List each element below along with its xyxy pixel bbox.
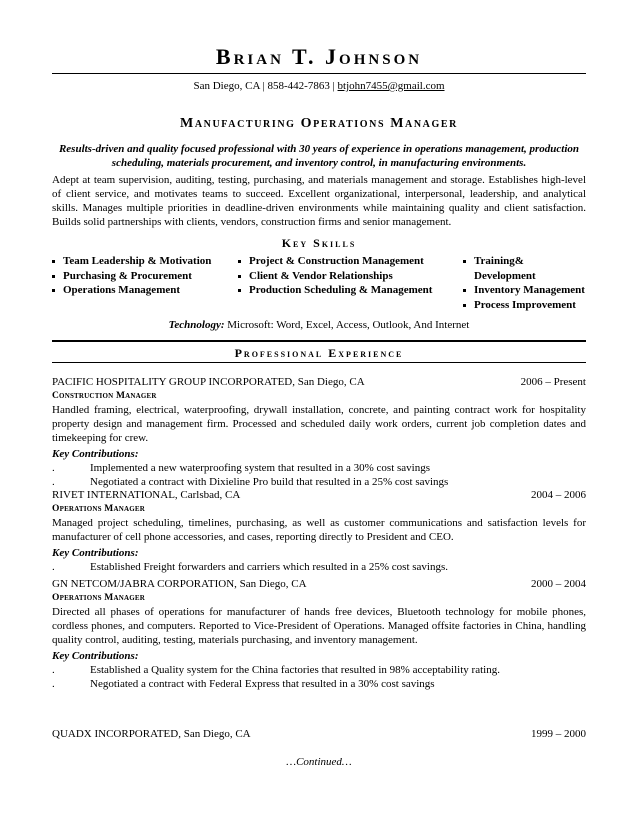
experience-rule-bottom — [52, 362, 586, 363]
contribution-item: . Established a Quality system for the China factories that resulted in 98% acceptability rating. — [52, 664, 500, 676]
skill-item: Process Improvement — [463, 298, 587, 313]
contribution-item: . Negotiated a contract with Dixieline Pro build that resulted in a 25% cost savings — [52, 476, 449, 488]
bullet-dot-icon: . — [52, 462, 55, 474]
bullet-square-icon — [463, 289, 466, 292]
technology-label: Technology: — [168, 319, 225, 331]
tagline: Results-driven and quality focused professional with 30 years of experience in operations management, production scheduling, materials procurement, and inventory control, in manufacturing environments. — [58, 143, 580, 169]
job-role: Operations Manager — [52, 593, 145, 603]
bullet-dot-icon: . — [52, 561, 55, 573]
job-company: RIVET INTERNATIONAL, Carlsbad, CA — [52, 489, 241, 501]
bullet-dot-icon: . — [52, 664, 55, 676]
continued-footer: …Continued… — [286, 756, 352, 768]
skills-column-1 — [52, 254, 230, 298]
skill-item: Inventory Management — [463, 283, 587, 298]
skill-item: Team Leadership & Motivation — [52, 254, 230, 269]
target-job-title: Manufacturing Operations Manager — [180, 116, 458, 131]
skill-item: Production Scheduling & Management — [238, 283, 456, 298]
skill-item: Operations Management — [52, 283, 230, 298]
job-description: Directed all phases of operations for manufacturer of hands free devices, Bluetooth technology for mobile phones, cordless phones, and computers. Reported to Vice-President of Operations. Managed offsite factories in China, handling quality control, auditing, testing, materials purchasing, and inventory management. — [52, 606, 586, 646]
job-header — [52, 727, 586, 741]
job-role: Construction Manager — [52, 391, 157, 401]
skill-item: Purchasing & Procurement — [52, 269, 230, 284]
job-header — [52, 577, 586, 591]
key-contributions-label: Key Contributions: — [52, 650, 139, 662]
technology-value: Microsoft: Word, Excel, Access, Outlook, And Internet — [224, 319, 470, 331]
contribution-item: . Implemented a new waterproofing system that resulted in a 30% cost savings — [52, 462, 430, 474]
bullet-square-icon — [52, 260, 55, 263]
key-skills-heading: Key Skills — [281, 236, 357, 250]
skills-column-3 — [463, 254, 587, 312]
job-company: QUADX INCORPORATED, San Diego, CA — [52, 728, 251, 740]
bullet-square-icon — [238, 275, 241, 278]
job-company: PACIFIC HOSPITALITY GROUP INCORPORATED, San Diego, CA — [52, 376, 365, 388]
job-header — [52, 375, 586, 389]
bullet-square-icon — [52, 275, 55, 278]
bullet-square-icon — [463, 260, 466, 263]
job-entry-quadx — [52, 727, 586, 741]
job-dates: 2006 – Present — [520, 376, 586, 388]
contact-line — [0, 80, 638, 92]
skill-item: Project & Construction Management — [238, 254, 456, 269]
job-entry-rivet — [52, 488, 586, 574]
bullet-square-icon — [52, 289, 55, 292]
job-dates: 2000 – 2004 — [531, 578, 586, 590]
experience-heading: Professional Experience — [234, 346, 404, 360]
contribution-item: . Negotiated a contract with Federal Express that resulted in a 30% cost savings — [52, 678, 435, 690]
candidate-name: Brian T. Johnson — [215, 44, 423, 69]
job-entry-pacific — [52, 375, 586, 489]
job-description: Handled framing, electrical, waterproofing, drywall installation, concrete, and painting contract work for hospitality property design and management firm. Processed and scheduled daily work orders, current job completion dates and timekeeping for crew. — [52, 404, 586, 444]
job-dates: 1999 – 2000 — [531, 728, 586, 740]
bullet-dot-icon: . — [52, 678, 55, 690]
header-rule — [52, 73, 586, 74]
contribution-item: . Established Freight forwarders and carriers which resulted in a 25% cost savings. — [52, 561, 449, 573]
job-dates: 2004 – 2006 — [531, 489, 586, 501]
skill-item: Training& Development — [463, 254, 587, 283]
bullet-square-icon — [238, 289, 241, 292]
job-entry-gn-netcom — [52, 577, 586, 691]
key-contributions-label: Key Contributions: — [52, 547, 139, 559]
bullet-square-icon — [238, 260, 241, 263]
bullet-dot-icon: . — [52, 476, 55, 488]
experience-rule-top — [52, 340, 586, 342]
technology-line — [0, 319, 638, 331]
bullet-square-icon — [463, 304, 466, 307]
skills-column-2 — [238, 254, 456, 298]
job-company: GN NETCOM/JABRA CORPORATION, San Diego, CA — [52, 578, 307, 590]
key-contributions-label: Key Contributions: — [52, 448, 139, 460]
job-description: Managed project scheduling, timelines, purchasing, as well as customer communications and satisfaction levels for manufacturer of cell phone accessories, and cases, reporting directly to President and CEO. — [52, 517, 586, 543]
skill-item: Client & Vendor Relationships — [238, 269, 456, 284]
email-link[interactable]: btjohn7455@gmail.com — [337, 80, 445, 92]
summary-paragraph: Adept at team supervision, auditing, testing, purchasing, and materials management and storage. Establishes high-level of client service, and motivates teams to succeed. Excellent organizational, interpersonal, leadership, and analytical skills. Manages multiple priorities in deadline-driven environments while maintaining quality and client satisfaction. Builds solid partnerships with clients, vendors, construction firms and senior management. — [52, 174, 586, 228]
contact-text: San Diego, CA | 858-442-7863 | — [193, 80, 338, 92]
job-header — [52, 488, 586, 502]
job-role: Operations Manager — [52, 504, 145, 514]
